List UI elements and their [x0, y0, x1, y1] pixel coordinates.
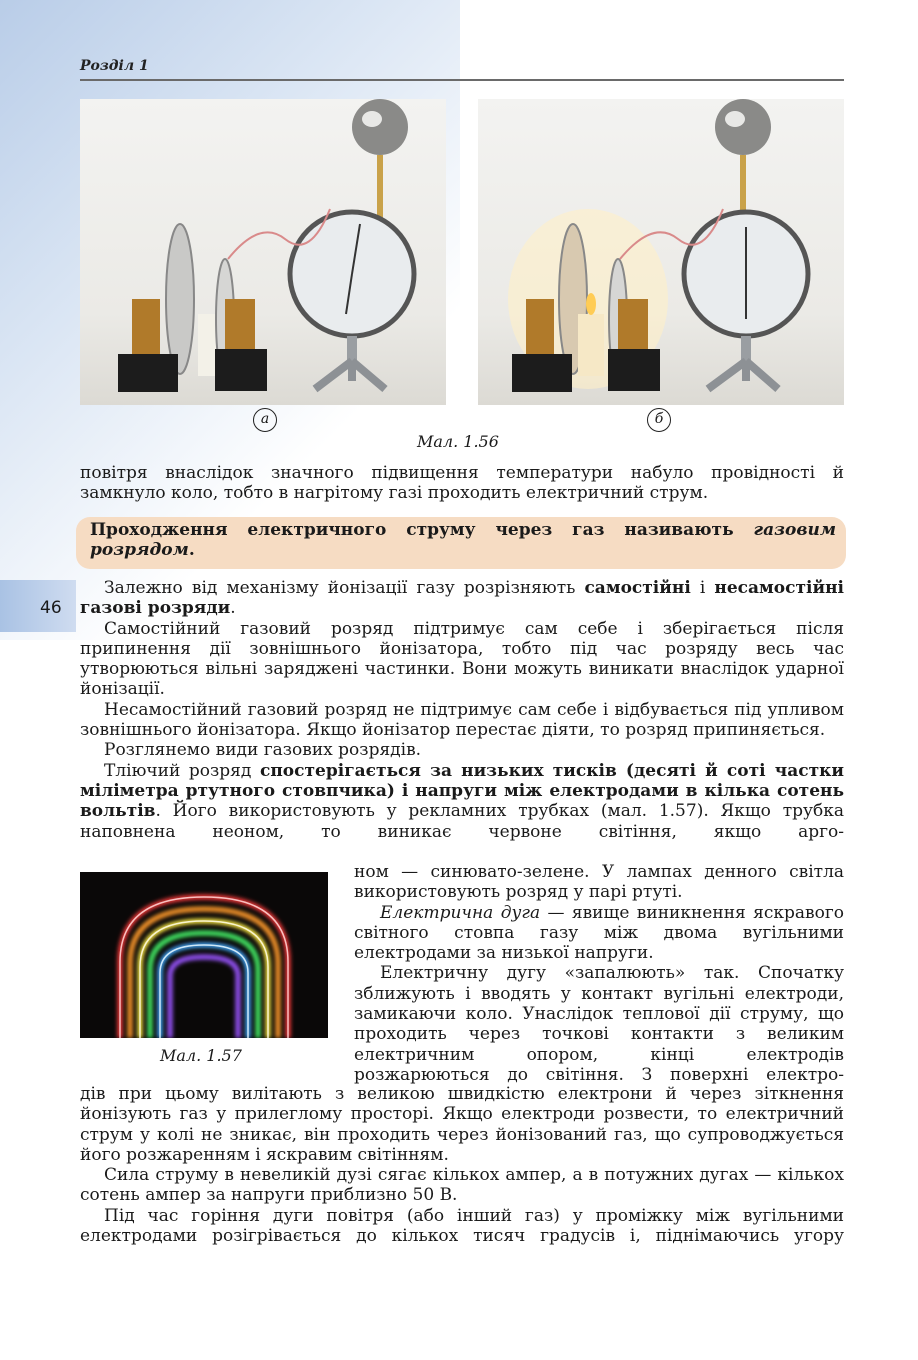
header-rule	[80, 79, 844, 81]
intro-paragraph: повітря внаслідок значного підвищення температури набуло провідності й замкнуло коло, тобто в нагрітому газі проходить електричний струм.	[80, 463, 844, 504]
paragraph-1: Залежно від механізму йонізації газу розрізняють самостійні і несамостійні газові розряди.	[80, 578, 844, 619]
final-text-block	[80, 1084, 844, 1246]
wrap-paragraph-2: Електрична дуга — явище виникнення яскравого світного стовпа газу між двома вугільними електродами за низької напруги.	[354, 902, 844, 964]
paragraph-7: Сила струму в невеликій дузі сягає кількох ампер, а в потужних дугах — кількох сотень ампер за напруги приблизно 50 В.	[80, 1165, 844, 1206]
photo-electroscope-with-candle	[478, 99, 844, 405]
subfigure-label-a: а	[253, 408, 277, 432]
section-header: Розділ 1	[80, 58, 149, 74]
paragraph-8: Під час горіння дуги повітря (або інший газ) у проміжку між вугільними електродами розігрівається до кількох тисяч градусів і, піднімаючись угору	[80, 1205, 844, 1247]
paragraph-2: Самостійний газовий розряд підтримує сам себе і зберігається після припинення дії зовнішнього йонізатора, тобто під час розряду весь час утворюються вільні заряджені частинки. Вони можуть виникати внаслідок ударної йонізації.	[80, 618, 844, 700]
definition-text: Проходження електричного струму через газ називають	[90, 520, 754, 540]
definition-box: Проходження електричного струму через газ називають газовим розрядом.	[76, 517, 846, 569]
main-text-block	[80, 578, 844, 842]
photo-neon-rainbow	[80, 872, 328, 1038]
subfigure-label-b: б	[647, 408, 671, 432]
paragraph-3: Несамостійний газовий розряд не підтримує сам себе і відбувається під упливом зовнішнього йонізатора. Якщо йонізатор перестає діяти, то розряд припиняється.	[80, 699, 844, 741]
wrapped-text-block	[354, 862, 844, 1085]
definition-term: газовим розрядом	[90, 520, 836, 561]
page-number-tab	[0, 580, 76, 632]
figure-caption-157: Мал. 1.57	[160, 1046, 242, 1065]
photo-electroscope-without-candle	[80, 99, 446, 405]
paragraph-5: Тліючий розряд спостерігається за низьких тисків (десяті й соті частки міліметра ртутного стовпчика) і напруги між електродами в кілька сотень вольтів. Його використовують у рекламних трубках (мал. 1.57). Якщо трубка наповнена неоном, то виникає червоне світіння, якщо арго-	[80, 760, 844, 842]
wrap-paragraph-3: Електричну дугу «запалюють» так. Спочатку зближують і вводять у контакт вугільні електроди, замикаючи коло. Унаслідок теплової дії струму, що проходить через точкові контакти з великим електричним опором, кінці електродів розжарюються до світіння. З поверхні електро-	[354, 963, 844, 1085]
wrap-paragraph-1: ном — синювато-зелене. У лампах денного світла використовують розряд у парі ртуті.	[354, 862, 844, 903]
paragraph-4: Розглянемо види газових розрядів.	[104, 740, 422, 761]
figure-caption-156: Мал. 1.56	[417, 432, 499, 451]
paragraph-6: дів при цьому вилітають з великою швидкістю електрони й через зіткнення йонізують газ у прилеглому просторі. Якщо електроди розвести, то електричний струм у колі не зникає, він проходить через йонізований газ, що супроводжується його розжаренням і яскравим світінням.	[80, 1084, 844, 1165]
page-number: 46	[40, 598, 62, 618]
term-electric-arc: Електрична дуга	[380, 902, 541, 923]
